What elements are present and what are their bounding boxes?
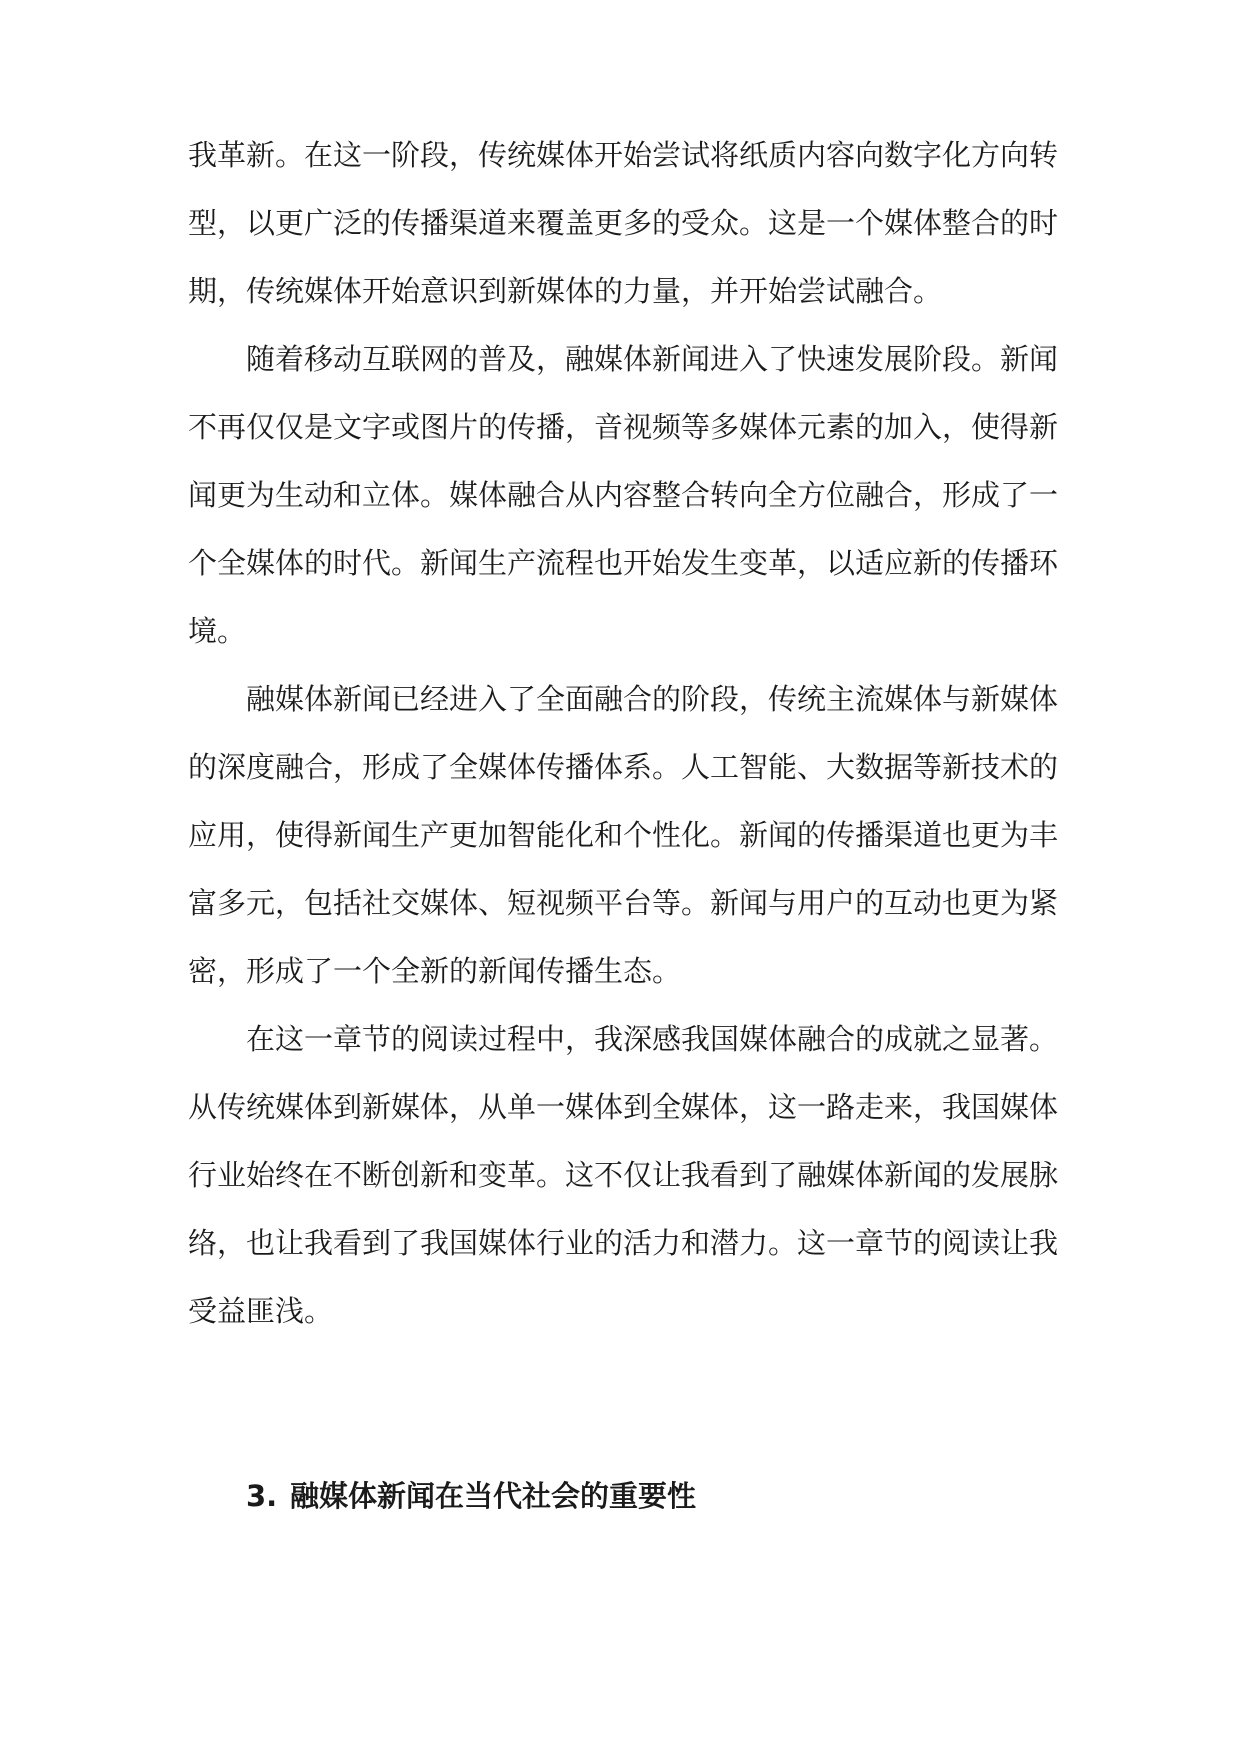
paragraph-2-line-5: 境。 xyxy=(188,614,247,648)
paragraph-4-line-5: 受益匪浅。 xyxy=(188,1294,334,1328)
paragraph-3-line-4: 富多元，包括社交媒体、短视频平台等。新闻与用户的互动也更为紧 xyxy=(188,886,1059,920)
paragraph-2-line-1: 随着移动互联网的普及，融媒体新闻进入了快速发展阶段。新闻 xyxy=(246,342,1059,376)
paragraph-3-line-3: 应用，使得新闻生产更加智能化和个性化。新闻的传播渠道也更为丰 xyxy=(188,818,1059,852)
section-heading-number: 3. xyxy=(246,1479,278,1513)
paragraph-3-line-2: 的深度融合，形成了全媒体传播体系。人工智能、大数据等新技术的 xyxy=(188,750,1059,784)
paragraph-3-line-5: 密，形成了一个全新的新闻传播生态。 xyxy=(188,954,682,988)
paragraph-4-line-4: 络，也让我看到了我国媒体行业的活力和潜力。这一章节的阅读让我 xyxy=(188,1226,1059,1260)
paragraph-1-line-1: 我革新。在这一阶段，传统媒体开始尝试将纸质内容向数字化方向转 xyxy=(188,138,1059,172)
paragraph-2-line-3: 闻更为生动和立体。媒体融合从内容整合转向全方位融合，形成了一 xyxy=(188,478,1059,512)
paragraph-4-line-1: 在这一章节的阅读过程中，我深感我国媒体融合的成就之显著。 xyxy=(246,1022,1059,1056)
paragraph-4-line-2: 从传统媒体到新媒体，从单一媒体到全媒体，这一路走来，我国媒体 xyxy=(188,1090,1059,1124)
paragraph-4-line-3: 行业始终在不断创新和变革。这不仅让我看到了融媒体新闻的发展脉 xyxy=(188,1158,1059,1192)
paragraph-2-line-2: 不再仅仅是文字或图片的传播，音视频等多媒体元素的加入，使得新 xyxy=(188,410,1059,444)
paragraph-2-line-4: 个全媒体的时代。新闻生产流程也开始发生变革，以适应新的传播环 xyxy=(188,546,1059,580)
paragraph-1-line-3: 期，传统媒体开始意识到新媒体的力量，并开始尝试融合。 xyxy=(188,274,943,308)
section-heading-title: 融媒体新闻在当代社会的重要性 xyxy=(290,1479,697,1513)
paragraph-3-line-1: 融媒体新闻已经进入了全面融合的阶段，传统主流媒体与新媒体 xyxy=(246,682,1059,716)
section-heading xyxy=(246,1476,696,1516)
paragraph-1-line-2: 型，以更广泛的传播渠道来覆盖更多的受众。这是一个媒体整合的时 xyxy=(188,206,1059,240)
